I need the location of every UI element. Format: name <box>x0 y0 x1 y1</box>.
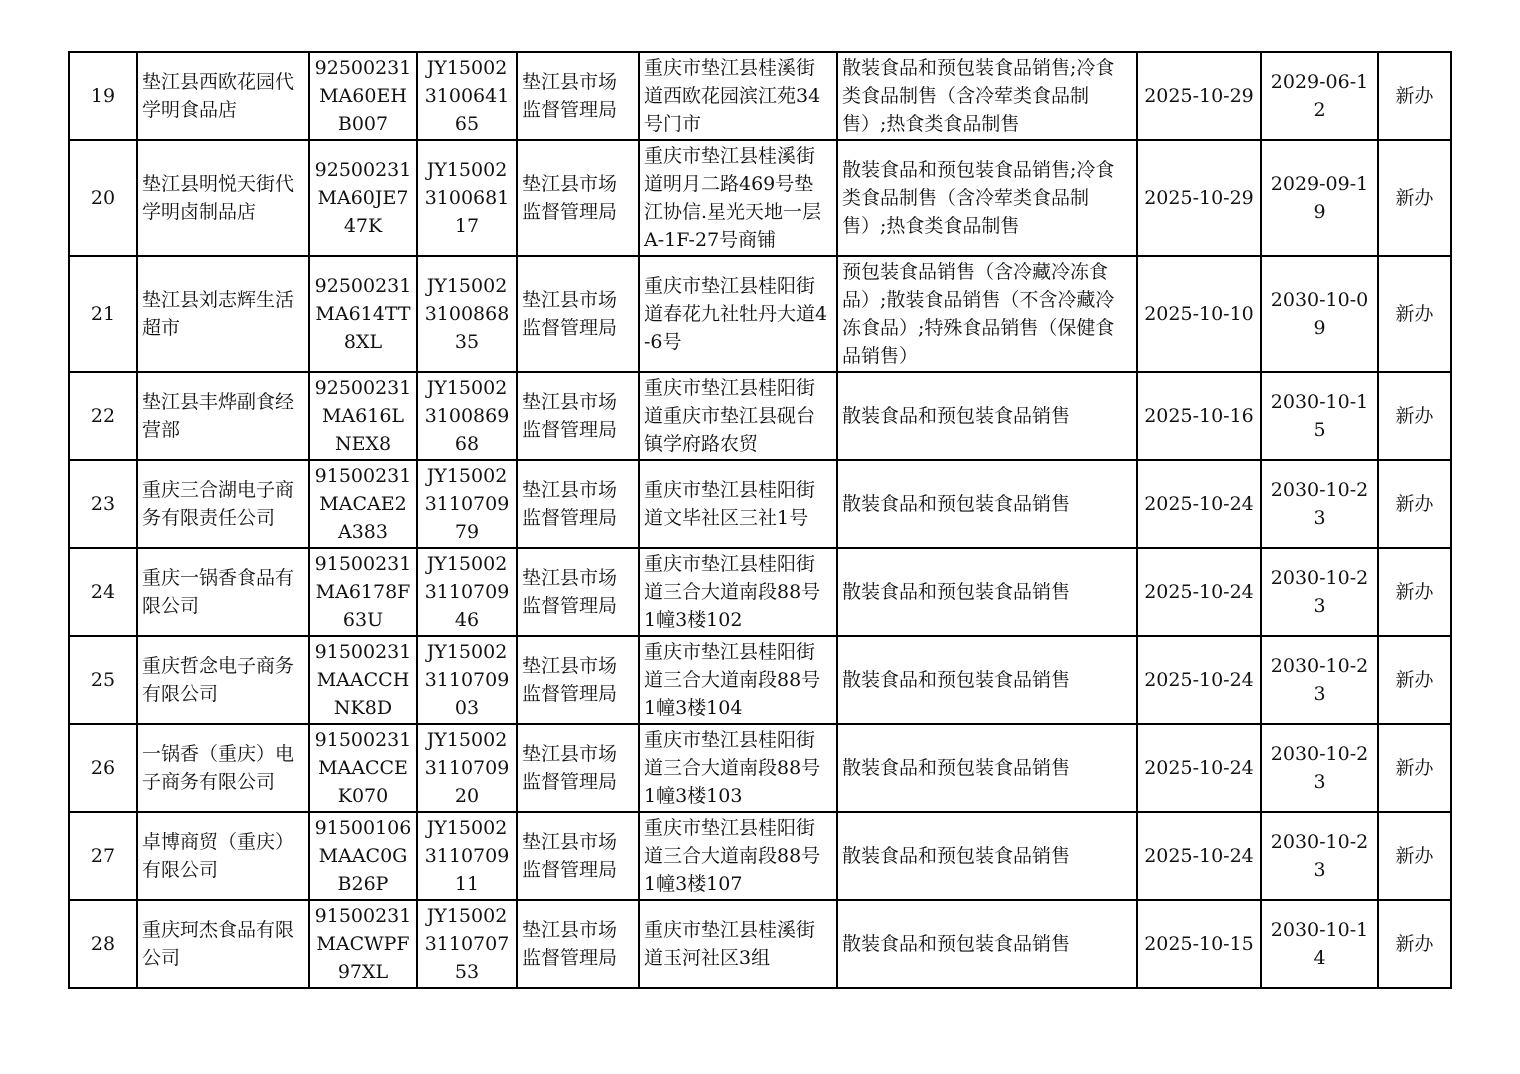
cell-application-type: 新办 <box>1378 372 1451 460</box>
cell-credit-code: 91500231MAACCHNK8D <box>309 636 417 724</box>
cell-address: 重庆市垫江县桂阳街道三合大道南段88号1幢3楼107 <box>639 812 837 900</box>
cell-no: 28 <box>69 900 137 988</box>
table-row <box>69 548 1451 636</box>
table-row <box>69 636 1451 724</box>
cell-authority: 垫江县市场监督管理局 <box>517 52 639 140</box>
cell-credit-code: 91500231MA6178F63U <box>309 548 417 636</box>
cell-company-name: 重庆珂杰食品有限公司 <box>137 900 309 988</box>
cell-expire-date: 2030-10-23 <box>1261 548 1378 636</box>
table-row <box>69 372 1451 460</box>
cell-application-type: 新办 <box>1378 900 1451 988</box>
cell-expire-date: 2030-10-23 <box>1261 460 1378 548</box>
cell-credit-code: 92500231MA614TT8XL <box>309 256 417 372</box>
cell-business-scope: 散装食品和预包装食品销售 <box>837 372 1137 460</box>
cell-authority: 垫江县市场监督管理局 <box>517 548 639 636</box>
cell-credit-code: 91500231MACAE2A383 <box>309 460 417 548</box>
cell-expire-date: 2030-10-23 <box>1261 812 1378 900</box>
cell-expire-date: 2030-10-23 <box>1261 724 1378 812</box>
cell-application-type: 新办 <box>1378 812 1451 900</box>
table-row <box>69 52 1451 140</box>
cell-authority: 垫江县市场监督管理局 <box>517 372 639 460</box>
cell-issue-date: 2025-10-24 <box>1137 724 1261 812</box>
cell-address: 重庆市垫江县桂溪街道明月二路469号垫江协信.星光天地一层A-1F-27号商铺 <box>639 140 837 256</box>
cell-expire-date: 2030-10-14 <box>1261 900 1378 988</box>
cell-company-name: 重庆一锅香食品有限公司 <box>137 548 309 636</box>
cell-license-number: JY15002311070753 <box>417 900 517 988</box>
cell-expire-date: 2030-10-23 <box>1261 636 1378 724</box>
cell-address: 重庆市垫江县桂溪街道玉河社区3组 <box>639 900 837 988</box>
cell-business-scope: 散装食品和预包装食品销售 <box>837 548 1137 636</box>
food-license-table <box>68 51 1452 989</box>
table-row <box>69 900 1451 988</box>
cell-business-scope: 散装食品和预包装食品销售 <box>837 460 1137 548</box>
table-row <box>69 724 1451 812</box>
cell-company-name: 一锅香（重庆）电子商务有限公司 <box>137 724 309 812</box>
cell-address: 重庆市垫江县桂阳街道春花九社牡丹大道4-6号 <box>639 256 837 372</box>
cell-issue-date: 2025-10-24 <box>1137 812 1261 900</box>
cell-issue-date: 2025-10-24 <box>1137 636 1261 724</box>
table-row <box>69 256 1451 372</box>
cell-no: 23 <box>69 460 137 548</box>
cell-issue-date: 2025-10-24 <box>1137 460 1261 548</box>
table-row <box>69 460 1451 548</box>
cell-license-number: JY15002311070946 <box>417 548 517 636</box>
cell-expire-date: 2030-10-15 <box>1261 372 1378 460</box>
cell-no: 24 <box>69 548 137 636</box>
cell-authority: 垫江县市场监督管理局 <box>517 636 639 724</box>
cell-credit-code: 91500106MAAC0GB26P <box>309 812 417 900</box>
cell-address: 重庆市垫江县桂阳街道三合大道南段88号1幢3楼103 <box>639 724 837 812</box>
table-row <box>69 140 1451 256</box>
cell-authority: 垫江县市场监督管理局 <box>517 812 639 900</box>
cell-address: 重庆市垫江县桂溪街道西欧花园滨江苑34号门市 <box>639 52 837 140</box>
cell-no: 19 <box>69 52 137 140</box>
cell-address: 重庆市垫江县桂阳街道重庆市垫江县砚台镇学府路农贸 <box>639 372 837 460</box>
cell-company-name: 垫江县丰烨副食经营部 <box>137 372 309 460</box>
cell-expire-date: 2029-06-12 <box>1261 52 1378 140</box>
cell-company-name: 垫江县刘志辉生活超市 <box>137 256 309 372</box>
cell-application-type: 新办 <box>1378 548 1451 636</box>
cell-no: 26 <box>69 724 137 812</box>
cell-credit-code: 92500231MA60JE747K <box>309 140 417 256</box>
cell-credit-code: 92500231MA616LNEX8 <box>309 372 417 460</box>
cell-license-number: JY15002311070979 <box>417 460 517 548</box>
cell-issue-date: 2025-10-16 <box>1137 372 1261 460</box>
cell-business-scope: 散装食品和预包装食品销售 <box>837 900 1137 988</box>
cell-credit-code: 91500231MACWPF97XL <box>309 900 417 988</box>
cell-authority: 垫江县市场监督管理局 <box>517 724 639 812</box>
cell-no: 20 <box>69 140 137 256</box>
cell-address: 重庆市垫江县桂阳街道文毕社区三社1号 <box>639 460 837 548</box>
cell-issue-date: 2025-10-29 <box>1137 140 1261 256</box>
cell-expire-date: 2030-10-09 <box>1261 256 1378 372</box>
cell-no: 25 <box>69 636 137 724</box>
cell-company-name: 垫江县明悦天街代学明卤制品店 <box>137 140 309 256</box>
cell-authority: 垫江县市场监督管理局 <box>517 460 639 548</box>
cell-expire-date: 2029-09-19 <box>1261 140 1378 256</box>
cell-issue-date: 2025-10-24 <box>1137 548 1261 636</box>
cell-application-type: 新办 <box>1378 52 1451 140</box>
cell-company-name: 重庆哲念电子商务有限公司 <box>137 636 309 724</box>
cell-company-name: 垫江县西欧花园代学明食品店 <box>137 52 309 140</box>
table-body <box>69 52 1451 988</box>
cell-no: 22 <box>69 372 137 460</box>
cell-no: 21 <box>69 256 137 372</box>
cell-issue-date: 2025-10-15 <box>1137 900 1261 988</box>
cell-application-type: 新办 <box>1378 636 1451 724</box>
cell-issue-date: 2025-10-10 <box>1137 256 1261 372</box>
cell-authority: 垫江县市场监督管理局 <box>517 256 639 372</box>
cell-license-number: JY15002310068117 <box>417 140 517 256</box>
cell-license-number: JY15002311070903 <box>417 636 517 724</box>
cell-no: 27 <box>69 812 137 900</box>
cell-business-scope: 预包装食品销售（含冷藏冷冻食品）;散装食品销售（不含冷藏冷冻食品）;特殊食品销售（保健食品销售） <box>837 256 1137 372</box>
cell-business-scope: 散装食品和预包装食品销售 <box>837 812 1137 900</box>
cell-business-scope: 散装食品和预包装食品销售;冷食类食品制售（含冷荤类食品制售）;热食类食品制售 <box>837 52 1137 140</box>
cell-credit-code: 92500231MA60EHB007 <box>309 52 417 140</box>
cell-application-type: 新办 <box>1378 140 1451 256</box>
cell-license-number: JY15002310086968 <box>417 372 517 460</box>
cell-address: 重庆市垫江县桂阳街道三合大道南段88号1幢3楼102 <box>639 548 837 636</box>
cell-application-type: 新办 <box>1378 256 1451 372</box>
cell-company-name: 卓博商贸（重庆）有限公司 <box>137 812 309 900</box>
cell-issue-date: 2025-10-29 <box>1137 52 1261 140</box>
cell-license-number: JY15002311070911 <box>417 812 517 900</box>
cell-license-number: JY15002311070920 <box>417 724 517 812</box>
cell-authority: 垫江县市场监督管理局 <box>517 140 639 256</box>
cell-application-type: 新办 <box>1378 460 1451 548</box>
cell-authority: 垫江县市场监督管理局 <box>517 900 639 988</box>
cell-license-number: JY15002310086835 <box>417 256 517 372</box>
cell-address: 重庆市垫江县桂阳街道三合大道南段88号1幢3楼104 <box>639 636 837 724</box>
cell-business-scope: 散装食品和预包装食品销售;冷食类食品制售（含冷荤类食品制售）;热食类食品制售 <box>837 140 1137 256</box>
cell-credit-code: 91500231MAACCEK070 <box>309 724 417 812</box>
cell-business-scope: 散装食品和预包装食品销售 <box>837 636 1137 724</box>
cell-business-scope: 散装食品和预包装食品销售 <box>837 724 1137 812</box>
cell-license-number: JY15002310064165 <box>417 52 517 140</box>
cell-application-type: 新办 <box>1378 724 1451 812</box>
cell-company-name: 重庆三合湖电子商务有限责任公司 <box>137 460 309 548</box>
table-row <box>69 812 1451 900</box>
